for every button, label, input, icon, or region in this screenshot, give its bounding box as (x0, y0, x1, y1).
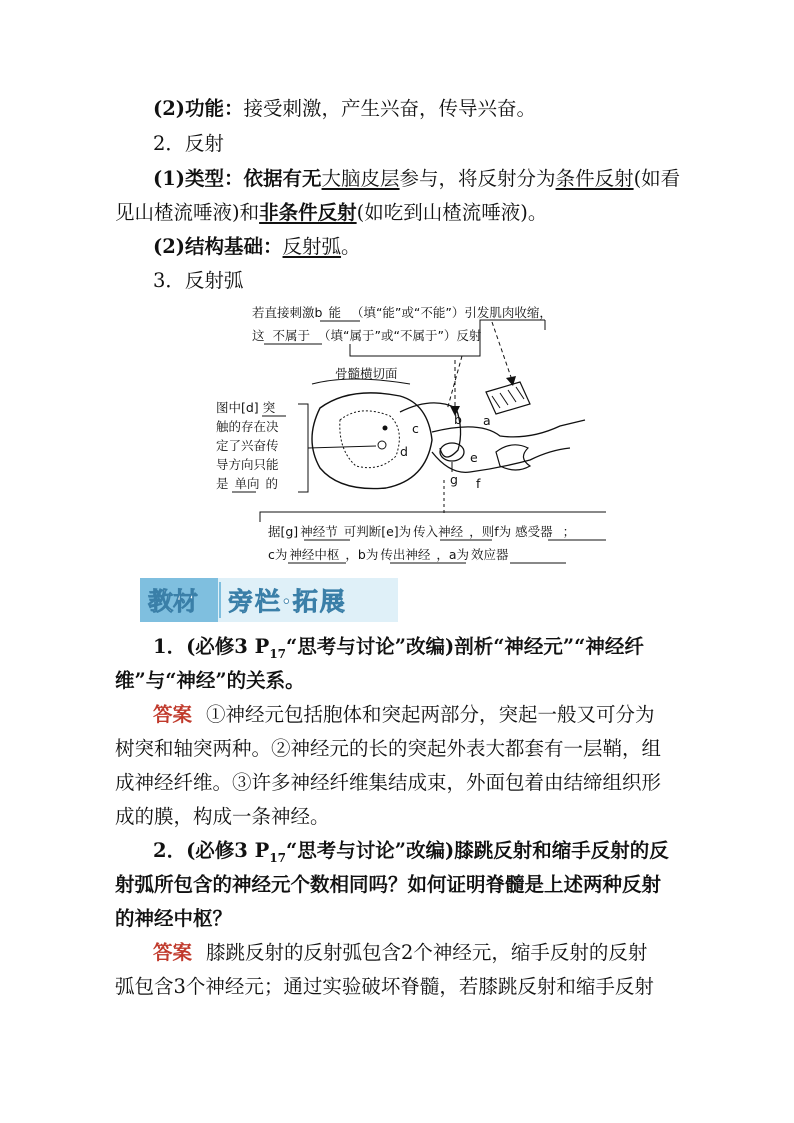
left-note-5: 是 单向 的 (216, 476, 279, 491)
q1-source: (必修3 P (186, 635, 270, 658)
structure-basis-line (153, 235, 713, 259)
q2-line-2 (115, 873, 695, 897)
reflex-type-text-5: (如吃到山楂流唾液)。 (356, 201, 548, 224)
section-2-heading-text: 2．反射 (153, 132, 224, 155)
reflex-arc-diagram (200, 300, 620, 570)
q1-answer-line-3 (115, 771, 695, 795)
function-line (153, 97, 713, 121)
reflex-type-text-4: 见山楂流唾液)和 (115, 201, 260, 224)
q1-line-2 (115, 669, 695, 693)
q2-page-sub: 17 (269, 850, 287, 865)
left-note-2: 触的存在决 (216, 419, 279, 434)
afferent-fiber (432, 448, 570, 472)
diagram-top-line-1: 若直接刺激b 能 （填“能”或“不能”）引发肌肉收缩， (252, 305, 552, 320)
ganglion-g (440, 443, 464, 461)
q2-text-3: 的神经中枢？ (115, 907, 233, 930)
structure-basis-end: 。 (341, 235, 361, 258)
structure-basis-label: (2)结构基础： (153, 235, 283, 258)
reflex-type-text-2: 参与，将反射分为 (399, 167, 556, 190)
grey-matter (340, 411, 400, 468)
left-note-1: 图中[d] 突 (216, 400, 276, 415)
section-3-heading (153, 269, 713, 293)
q2-line-3 (115, 907, 695, 931)
unconditioned-reflex-answer: 非条件反射 (259, 201, 357, 224)
answer-label: 答案 (153, 941, 193, 964)
central-neuron (383, 426, 388, 431)
label-c: c (412, 421, 419, 436)
function-label: (2)功能： (153, 97, 244, 120)
reflex-type-line-2 (115, 201, 695, 225)
spinal-cord-outline (312, 393, 432, 489)
q2-line-1 (153, 839, 713, 870)
q1-answer-text-3: 成神经纤维。③许多神经纤维集结成束，外面包着由结缔组织形 (115, 771, 662, 794)
left-note-3: 定了兴奋传 (216, 438, 279, 453)
q2-source: (必修3 P (186, 839, 270, 862)
dashed-arrow (447, 356, 462, 410)
reflex-type-line-1 (153, 167, 713, 191)
q2-text: “思考与讨论”改编)膝跳反射和缩手反射的反 (286, 839, 669, 862)
q1-text-2: 维”与“神经”的关系。 (115, 669, 305, 692)
q2-answer-line-1 (153, 941, 713, 965)
label-a: a (483, 413, 491, 428)
q1-line-1 (153, 635, 713, 666)
q1-answer-line-4 (115, 805, 695, 829)
q1-text: “思考与讨论”改编)剖析“神经元”“神经纤 (286, 635, 644, 658)
label-d: d (400, 444, 408, 459)
reflex-type-text-3: (如看 (633, 167, 681, 190)
muscle-hatch (492, 396, 500, 408)
conditioned-reflex-answer: 条件反射 (555, 167, 634, 190)
section-3-heading-text: 3．反射弧 (153, 269, 244, 292)
q2-answer-text-2: 弧包含3个神经元；通过实验破坏脊髓，若膝跳反射和缩手反射 (115, 975, 654, 998)
label-b: b (454, 412, 462, 427)
diagram-top-line-2: 这 不属于 （填“属于”或“不属于”）反射 (252, 328, 482, 343)
left-note-4: 导方向只能 (216, 457, 279, 472)
q1-answer-line-2 (115, 737, 695, 761)
q1-answer-text-2: 树突和轴突两种。②神经元的长的突起外表大都套有一层鞘，组 (115, 737, 662, 760)
q1-answer-text: ①神经元包括胞体和突起两部分，突起一般又可分为 (206, 703, 655, 726)
label-f: f (476, 476, 481, 491)
bottom-note-1: 据[g] 神经节 可判断[e]为 传入神经 ，则f为 感受器 ； (268, 524, 576, 539)
function-text: 接受刺激，产生兴奋，传导兴奋。 (243, 97, 537, 120)
answer-label: 答案 (153, 703, 193, 726)
cortex-answer: 大脑皮层 (321, 167, 400, 190)
left-bracket (298, 404, 308, 492)
q2-answer-line-2 (115, 975, 695, 999)
receptor-skin (496, 445, 530, 470)
q1-number: 1． (153, 635, 187, 658)
q1-answer-text-4: 成的膜，构成一条神经。 (115, 805, 330, 828)
label-e: e (470, 450, 478, 465)
q1-answer-line-1 (153, 703, 713, 727)
banner-right-text: 旁栏·拓展 (228, 587, 347, 616)
label-g: g (450, 472, 458, 487)
q2-text-2: 射弧所包含的神经元个数相同吗？如何证明脊髓是上述两种反射 (115, 873, 662, 896)
pointer-line (308, 446, 376, 448)
muscle-hatch (500, 393, 508, 405)
q1-page-sub: 17 (269, 646, 287, 661)
spinal-cord-label: 骨髓横切面 (335, 366, 398, 381)
synapse-d (378, 441, 386, 449)
bottom-bracket (260, 512, 606, 522)
q2-answer-text: 膝跳反射的反射弧包含2个神经元，缩手反射的反射 (206, 941, 648, 964)
dashed-arrow (492, 322, 512, 380)
muscle-hatch (508, 390, 516, 402)
bottom-note-2: c为 神经中枢 ，b为 传出神经 ，a为 效应器 (268, 547, 509, 562)
banner-left-text: 教材 (148, 587, 199, 616)
reflex-arc-answer: 反射弧 (282, 235, 342, 258)
section-banner (140, 578, 398, 622)
reflex-type-text: (1)类型：依据有无 (153, 167, 322, 190)
q2-number: 2． (153, 839, 187, 862)
section-2-heading (153, 132, 713, 156)
